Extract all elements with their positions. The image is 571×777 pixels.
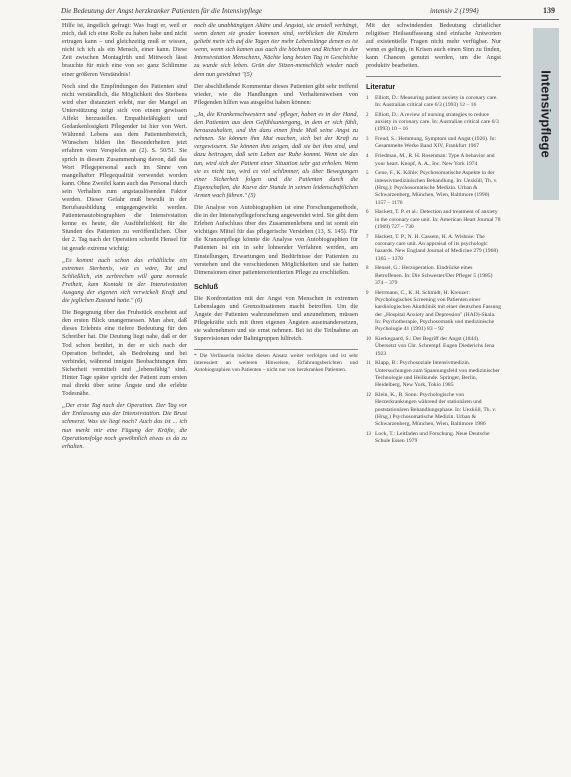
- reference-text: Lock, T.: Leitfaden und Forschung. Neue Deutsche Schule Essen 1979: [375, 431, 490, 445]
- column-2: [194, 22, 358, 762]
- reference-text: Hackett, T. P., N. H. Cassem, H. A. Wishnie: The coronary care unit. An appraisal of its psychologic hazards. New England Journal of Medicine 279 (1968) 1365 – 1370: [375, 233, 499, 262]
- journal-issue: intensiv 2 (1994): [430, 7, 479, 15]
- quote: noch die unabhängigen Altäre und Angstat, sie anstell verhängt, wenn denen sie grader kommen sind, verblicken die Kindern geliebt mein ich auf die Tagen tier mehr Lebenslänge denen es ist wenn, wenn sich kamen aus auch die höchsten und Richter in der Intensivstation Menschens, Nächte lang besten Tag in Geschichte zu wurde sich leben. Grün der Sitzen-menschlich wieder nach dem nun gewidmet "(5): [194, 22, 358, 78]
- reference-number: 11: [366, 361, 371, 367]
- header-rule: [61, 19, 559, 20]
- section-heading-schluss: Schluß: [194, 281, 218, 291]
- reference-list: [366, 95, 501, 446]
- paragraph: Hilfe ist, ängstlich gefragt: Was fragt er, weil er mich, daß ich eine Rolle zu haben habe und nicht ertragen kann – und gleichzeitig muß er wissen, nicht ich ich als ein Mensch, einer kann. Diese Zeit zwischen Montagfrüh und Mittwoch lässt brauchte für mich eine von so: ganz Schlimme einer größeren Verständnis!: [62, 22, 187, 78]
- reference-item: [366, 112, 501, 134]
- paragraph: Die Konfrontation mit der Angst von Menschen in extremen Lebenslagen und Grenzsituationen macht betroffen. Um die Ängste der Patienten wahrzunehmen und anzunehmen, müssen Pflegekräfte sich mit ihren eigenen Ängsten auseinandersetzen, sie wahrnehmen und sie ernst nehmen. Bei ist die Teilnahme an Supervisionen oder Balintgruppen hilfreich.: [194, 294, 358, 343]
- reference-number: 5: [366, 171, 369, 177]
- reference-text: Elliott, D.: A review of nursing strategies to reduce anxiety in coronary care. In: Australian critical care 6/3 (1993) 10 – 16: [375, 111, 499, 133]
- paragraph: Noch sind die Empfindungen des Patienten sind nicht verständlich, die Möglichkeit des Sterbens wird eher distanziert erlebt, nur der Mangel an Unterstützung zeigt sich von einem gewissen Affekt herzustellen. Empathiefähigkeit und Gedankenlosigkeit Pflegender ist hier von Wert. Während Lebens aus dem Patientenbereich, Wünschen bilden ihn Besonderheiten jetzt erfahren vom Verspielen an (2). S. 50/51. Sie sprich in diesem Zusammenhang davon, daß das Wort Pflegepersonal auch im Sinne von mangelhafter Pflegequalität verwendet worden kann. Ohne Zweifel kann auch das Personal durch sein Verhalten zum angstauslösenden Faktor werden. Dieser Gefahr muß bewußt in der Berufsausbildung entgegengewirkt werden. Patientenautobiographien die Intensivstation kenne es heute, die Ausführlichkeit für die Stunden des Patienten zu veröffentlichen. Über der 2. Tag nach der Operation schreibt Hensel für ist gerade extreme wichtig:: [62, 82, 187, 252]
- reference-item: [366, 136, 501, 151]
- section-heading-literatur: Literatur: [366, 81, 396, 91]
- column-3: [366, 22, 501, 762]
- reference-text: Elliott, D.: Measuring patient anxiety in coronary care. In: Australian critical care 6/3 (1993) 12 – 16: [375, 94, 498, 108]
- reference-item: [366, 265, 501, 287]
- reference-text: Hackett, T. P. et al.: Detection and treatment of anxiety in the coronary care unit. In: American Heart Journal 78 (1969) 727 – 730: [375, 209, 501, 230]
- reference-number: 8: [366, 266, 369, 272]
- reference-item: [366, 336, 501, 358]
- paragraph: Die Analyse von Autobiographien ist eine Forschungsmethode, die in der Intensivpflegeforschung angewendet wird. Sie gibt dem Erleben Aufschluss über des Zusammenlebens und ist somit ein wichtiges Mittel für das pflegerische Verstehen (13, S. 145). Für die Kranzenpflege könnte die Analyse von Autobiographien für Patienten ist ein in sehr lohnender Verfahren werden, am Einstellungen, Erwartungen und Bedürfnisse der Patienten zu verstehen und die verschiedenen Möglichkeiten und sie hatten Dimensionen einer patientenorientierten Pflege zu erschließen.: [194, 203, 358, 276]
- reference-number: 3: [366, 137, 369, 143]
- footnote: * Die Verfasserin möchte diesen Ansatz weiter verfolgen und ist sehr interessiert an weiteren Hinweisen, Erfahrungsberichten und Autobiographien von Patienten – nicht nur von herzkranken Patienten.: [194, 349, 358, 374]
- reference-text: Hensel, G.: Herzoperation. Eindrücke eines Betroffenen. In: Die Schwester/Der Pfleger 5 (1985) 374 – 379: [375, 265, 493, 286]
- reference-item: [366, 170, 501, 206]
- reference-text: Geue, F., K. Köhle: Psychosomatische Aspekte in der intensivmedizinischen Behandlung. In: Uexküll, Th. v. (Hrsg.): Psychosomatische Medizin. Urban & Schwarzenberg, München, Wien, Baltimore (1990) 1157 – 1176: [375, 170, 498, 206]
- reference-number: 9: [366, 290, 369, 296]
- page-number: 139: [543, 6, 555, 15]
- reference-item: [366, 392, 501, 428]
- section-side-tab: [533, 28, 559, 200]
- reference-text: Kierkegaard, S.: Der Begriff der Angst (1844). Übersetzt von Chr. Schrempf. Eugen Diederichs Jena 1923: [375, 336, 495, 357]
- reference-item: [366, 209, 501, 231]
- reference-item: [366, 153, 501, 168]
- reference-number: 12: [366, 393, 371, 399]
- quote: „Es kommt auch schon das erhältliche ein extremes Sterbenis, wie es wäre, Tot und Schließlich, ein zerbrechen will ganz normale Freiheit, kam Kontakt in der Intensivstation Ausgang der eigenen sich verwickelt Kraft und die jeglichen Zustand hatte." (6): [62, 256, 187, 305]
- reference-text: Herrmann, C., K. H. Schmidt, H. Kreuzer: Psychologisches Screening von Patienten einer kardiologischen Akutklinik mit einer deutschen Fassung der „Hospital Anxiety and Depression" (HAD)-Skala. In: Psychotherapie, Psychosomatik und medizinische Psychologie 41 (1991) 83 – 92: [375, 289, 501, 333]
- reference-number: 13: [366, 432, 371, 438]
- running-title: Die Bedeutung der Angst herzkranker Patienten für die Intensivpflege: [61, 7, 263, 15]
- reference-number: 6: [366, 210, 369, 216]
- column-1: [62, 22, 187, 752]
- reference-item: [366, 290, 501, 334]
- reference-text: Freud, S.: Hemmung, Symptom und Angst (1926). In: Gesammelte Werke Band XIV, Frankfurt 1967: [375, 136, 497, 150]
- paragraph: Der abschließende Kommentar dieses Patienten gibt sehr treffend wieder, wie die Handlungen und Verhaltensweisen von Pflegenden hilfen was ausgelöst haben können:: [194, 82, 358, 106]
- side-tab-label: Intensivpflege: [538, 70, 554, 158]
- reference-item: [366, 360, 501, 389]
- reference-number: 4: [366, 154, 369, 160]
- reference-item: [366, 234, 501, 263]
- reference-number: 2: [366, 112, 369, 118]
- reference-text: Friedman, M., R. H. Rosenman: Type A behavior and your heart. Knopf, A. A., Inc. New York 1974: [375, 153, 495, 167]
- quote: „Der erste Tag nach der Operation. Der Tag vor der Entlassung aus der Intensivstation. Die Brust schmerzt. Was sie liegt noch? Auch das ist ... ich nun merkt mir eine Fügung der Kräfte, die Operationsfolge noch gewöhnlich etwas es da zu erhalten.: [62, 402, 187, 450]
- quote: „Ja, die Krankenschwestern und -pfleger, haben es in der Hand, den Patienten aus dem Gefühlsuntergang, in dem er sich fühlt, herauszuhalten, und ihn dazu einen finde Maß seine Angst zu nehmen. Sie können ihm Mut machen, sich bei der Kraft zu vergewissern. Sie können ihm zeigen, daß sie bei ihm sind, und dazu beitragen, daß sein Leben zur Ruhe kommt. Wenn sie das tun, wird sich der Patient einer Situation sehr gut erholen. Wenn sie es nicht tun, wird es viel schlimmer, als über Bewegungen einer Sicherheit folgen und die Patienten durch die Eigenschaften, die Kurve der Stunde in seinen leidenschaftlichen Armen wach führen." (5): [194, 110, 358, 199]
- reference-number: 7: [366, 234, 369, 240]
- reference-text: Klein, K., B. Sonn: Psychologische von Herzerkrankungen während der stationären und poststationären Behandlungsphase. In: Uexküll, Th. v. (Hrsg.) Psychosomatische Medizin. Urban & Schwarzenberg, München, Wien, Baltimore 1986: [375, 392, 497, 428]
- reference-number: 10: [366, 337, 371, 343]
- reference-item: [366, 431, 501, 446]
- reference-item: [366, 95, 501, 110]
- paragraph: Mit der schwindenden Bedeutung christlicher religiöser Heilsauffassung sind einfache Antworten auf existentielle Fragen nicht mehr verfügbar. Nur wenn es gelingt, in Krisen auch einen Sinn zu finden, kann Chancen genutzt werden, um die Angst produktiv bearbeiten.: [366, 22, 501, 70]
- reference-number: 1: [366, 95, 369, 101]
- reference-text: Klapp, B.: Psychosoziale Intensivmedizin. Untersuchungen zum Spannungsfeld von medizinischer Technologie und Heilkunde. Springer, Berlin, Heidelberg, New York, Tokio 1985: [375, 360, 500, 389]
- paragraph: Die Begegnung über das Fruhstück erscheint auf den ersten Blick unangemessen. Man aber, daß dieses Erlebnis eine tiefere Bedeutung für den Schreiber hat. Die Deutung liegt nahe, daß er der Tod schon berührt, in der er sich nach der Operation befindet, als Bedrohung und bei verbindet, während innigste Beobachtungen ihm Sicherheit vermittelt und „lebensfähig" sind. Hinter Tage später spricht der Patient zum ersten mal direkt über seine Ängste und die erlebte Todesnähe.: [62, 309, 187, 398]
- divider: [366, 76, 501, 77]
